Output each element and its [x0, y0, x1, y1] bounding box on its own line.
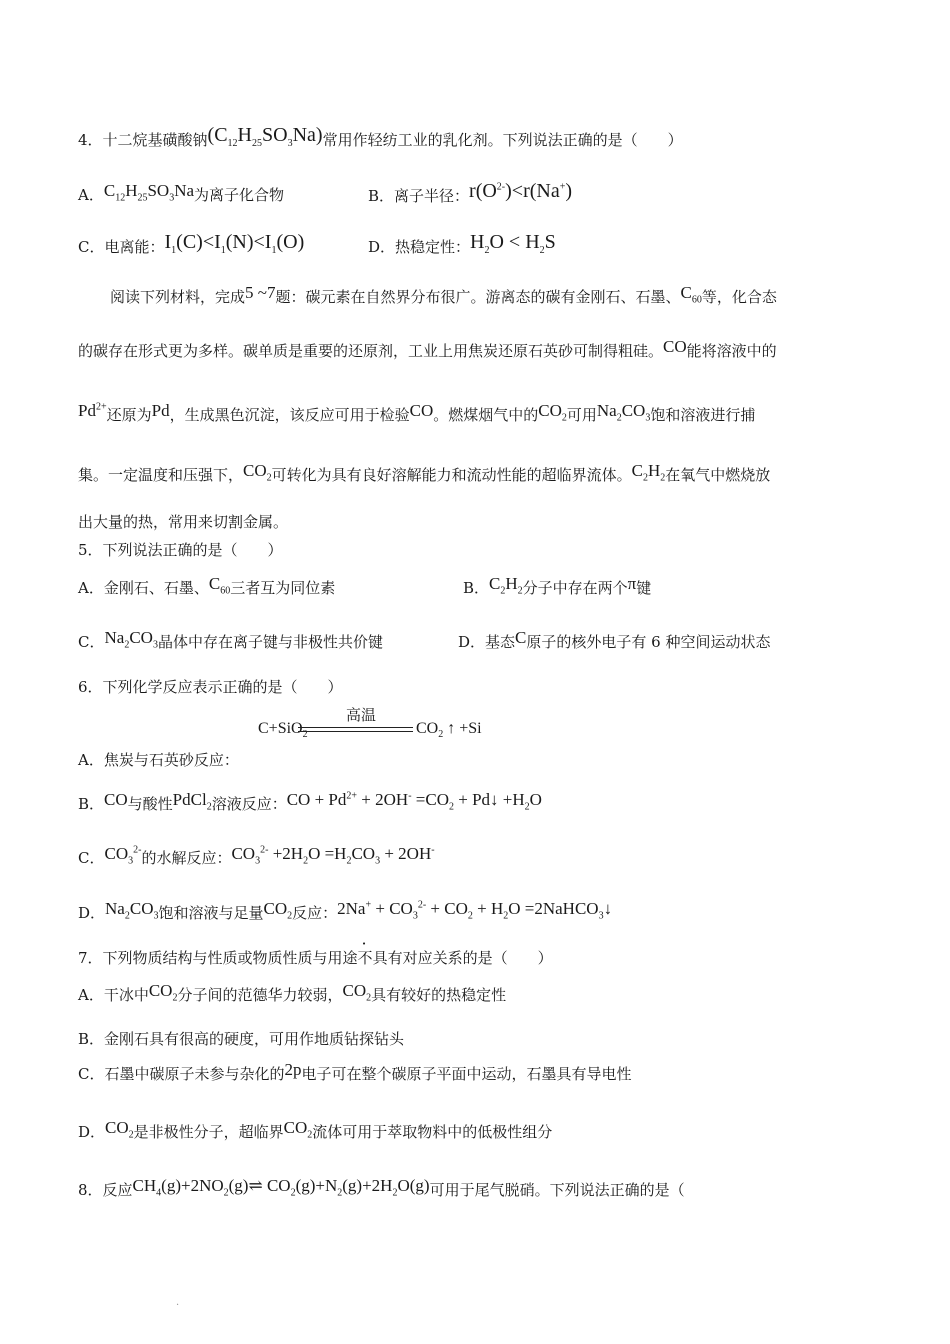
- q7-stem: [78, 947, 553, 969]
- option-text: C．石墨中碳原子未参与杂化的: [78, 1065, 285, 1083]
- option-label: B．离子半径：: [368, 187, 470, 205]
- option-label: A．: [78, 186, 104, 204]
- q5-option-c: [78, 628, 383, 653]
- formula: CO: [663, 337, 687, 356]
- q6-option-a-equation: [258, 704, 498, 752]
- formula: $CO_3^{2-} +2H_2O =H_2CO_3 + 2OH^-$: [231, 844, 435, 867]
- formula: $Na_2CO_3$: [105, 899, 159, 922]
- q4-stem-text: 4．十二烷基磺酸钠: [78, 131, 208, 149]
- formula: $CO_2$: [243, 461, 272, 484]
- option-text: 电子可在整个碳原子平面中运动，石墨具有导电性: [301, 1065, 632, 1083]
- q4-option-d: [368, 231, 556, 258]
- passage-line-3: [78, 401, 756, 426]
- formula: $Na_2CO_3$: [104, 628, 158, 651]
- q4-option-c: [78, 231, 305, 258]
- passage-line-4: [78, 461, 771, 486]
- option-text: 具有较好的热稳定性: [371, 986, 507, 1004]
- q7-option-d: [78, 1118, 553, 1143]
- formula: $CO_2$: [263, 899, 293, 922]
- formula: Pd: [151, 401, 170, 420]
- formula: $CO_2$: [148, 981, 178, 1004]
- q8-stem-text: 8．反应: [78, 1181, 133, 1199]
- q6-option-a: [78, 749, 239, 771]
- option-label: B．: [78, 795, 105, 813]
- q7-option-c: [78, 1060, 632, 1085]
- option-text: 反应：: [292, 904, 338, 922]
- formula: $CO_2$: [283, 1118, 313, 1141]
- emphasis-text: 不: [357, 949, 373, 967]
- q7-stem-text: 7．下列物质结构与性质或物质性质与用途: [78, 949, 358, 967]
- passage-text: 题：碳元素在自然界分布很广。游离态的碳有金刚石、石墨、: [275, 288, 681, 306]
- formula: $C_{60}$: [680, 283, 702, 306]
- q5-option-a: [78, 574, 336, 599]
- formula: $CH_4(g)+2NO_2(g)\rightleftharpoons$ $CO_2(g)+N_2(g)+2H_2O(g)$: [132, 1176, 430, 1199]
- option-text: 是非极性分子，超临界: [133, 1123, 284, 1141]
- passage-text: 可转化为具有良好溶解能力和流动性能的超临界流体。: [271, 466, 632, 484]
- passage-text: 饱和溶液进行捕: [650, 406, 756, 424]
- q5-stem-text: 5．下列说法正确的是（ ）: [78, 541, 283, 559]
- q8-stem: [78, 1176, 685, 1201]
- q6-stem: [78, 676, 343, 698]
- passage-text: 等，化合态: [701, 288, 777, 306]
- formula: CO + $Pd^{2+} + 2OH^- =CO_2$ + Pd↓ $+H_2O$: [286, 790, 542, 813]
- option-text: 三者互为同位素: [230, 579, 336, 597]
- formula: $CO_2$: [105, 1118, 134, 1141]
- option-label: C．电离能：: [78, 238, 165, 256]
- passage-line-2: [78, 337, 777, 362]
- passage-line-5: [78, 511, 288, 533]
- option-text: D．基态: [458, 633, 516, 651]
- q7-option-a: [78, 981, 507, 1006]
- passage-text: 的碳存在形式更为多样。碳单质是重要的还原剂，工业上用焦炭还原石英砂可制得粗硅。: [78, 342, 664, 360]
- formula: CO: [104, 790, 128, 809]
- q7-option-b: [78, 1028, 404, 1050]
- formula: $r(O^{2-})<r(Na^+)$: [469, 180, 573, 202]
- formula: $Na_2CO_3$: [596, 401, 651, 424]
- option-label: C．: [78, 633, 105, 651]
- formula: $CO_2$: [342, 981, 372, 1004]
- formula: CO: [409, 401, 434, 420]
- option-label: C．: [78, 849, 105, 867]
- formula: $H_2O < H_2S$: [470, 231, 556, 256]
- formula: 5 ~7: [245, 283, 276, 302]
- passage-text: 还原为: [106, 406, 152, 424]
- option-text: 与酸性: [127, 795, 173, 813]
- passage-text: 在氧气中燃烧放: [665, 466, 771, 484]
- option-text: 的水解反应：: [141, 849, 232, 867]
- q5-option-b: [463, 574, 652, 599]
- option-text: A．金刚石、石墨、: [78, 579, 209, 597]
- formula: $2Na^+ + CO_3^{2-} + CO_2 + H_2O$ =2NaHCO$_3$↓: [337, 899, 613, 922]
- formula: $CO_2$: [538, 401, 567, 424]
- passage-text: 出大量的热，常用来切割金属。: [78, 513, 289, 531]
- formula: $C_2H_2$: [489, 574, 523, 597]
- passage-text: 集。一定温度和压强下，: [78, 466, 244, 484]
- equals-sign: [298, 727, 413, 732]
- option-label: B．: [463, 579, 490, 597]
- formula: π: [627, 574, 637, 593]
- option-text: 键: [636, 579, 652, 597]
- formula: C: [515, 628, 527, 647]
- q6-option-b: [78, 790, 542, 815]
- q4-stem-text: 常用作轻纺工业的乳化剂。下列说法正确的是（ ）: [322, 131, 683, 149]
- formula: $CO_3^{2-}$: [104, 844, 142, 867]
- passage-text: ，生成黑色沉淀，该反应可用于检验: [169, 406, 410, 424]
- option-text: 分子间的范德华力较弱，: [177, 986, 343, 1004]
- option-text: 原子的核外电子有 6 种空间运动状态: [526, 633, 771, 651]
- formula: $C_{12}H_{25}SO_3Na$: [103, 181, 195, 204]
- option-text: 饱和溶液与足量: [158, 904, 264, 922]
- option-text: 为离子化合物: [194, 186, 285, 204]
- option-text: 溶液反应：: [211, 795, 287, 813]
- formula: PdCl$_2$: [172, 790, 212, 813]
- passage-text: 阅读下列材料，完成: [110, 288, 246, 306]
- q4-stem: [78, 124, 683, 151]
- reaction-condition: 高温: [346, 706, 377, 724]
- option-text: 晶体中存在离子键与非极性共价键: [157, 633, 383, 651]
- option-text: A．干冰中: [78, 986, 149, 1004]
- q5-stem: [78, 539, 283, 561]
- q7-stem-text: 具有对应关系的是（ ）: [372, 949, 553, 967]
- q6-option-c: [78, 844, 435, 869]
- q4-option-a: [78, 181, 285, 206]
- formula: $C_{60}$: [208, 574, 231, 597]
- formula: $CO_2$ ↑ +Si: [416, 720, 482, 741]
- q6-option-d: [78, 899, 613, 924]
- option-label: D．: [78, 1123, 106, 1141]
- q8-stem-text: 可用于尾气脱硝。下列说法正确的是（: [429, 1181, 685, 1199]
- q4-option-b: [368, 180, 573, 207]
- formula: $Pd^{2+}$: [78, 401, 107, 420]
- formula: $I_1(C)<I_1(N)<I_1(O)$: [164, 231, 305, 256]
- formula: 2p: [284, 1060, 302, 1079]
- option-label: D．热稳定性：: [368, 238, 471, 256]
- passage-line-1: [110, 283, 777, 308]
- passage-text: 。燃煤烟气中的: [433, 406, 539, 424]
- formula: C+SiO$_2$: [258, 720, 308, 741]
- formula: $C_2H_2$: [631, 461, 666, 484]
- option-text: A．焦炭与石英砂反应：: [78, 751, 239, 769]
- formula: $(C_{12}H_{25}SO_3Na)$: [207, 124, 323, 149]
- page-mark: ·: [176, 1300, 180, 1311]
- option-text: 分子中存在两个: [522, 579, 628, 597]
- q5-option-d: [458, 628, 771, 653]
- option-label: D．: [78, 904, 106, 922]
- option-text: B．金刚石具有很高的硬度，可用作地质钻探钻头: [78, 1030, 405, 1048]
- option-text: 流体可用于萃取物料中的低极性组分: [312, 1123, 553, 1141]
- passage-text: 能将溶液中的: [686, 342, 777, 360]
- passage-text: 可用: [566, 406, 597, 424]
- q6-stem-text: 6．下列化学反应表示正确的是（ ）: [78, 678, 343, 696]
